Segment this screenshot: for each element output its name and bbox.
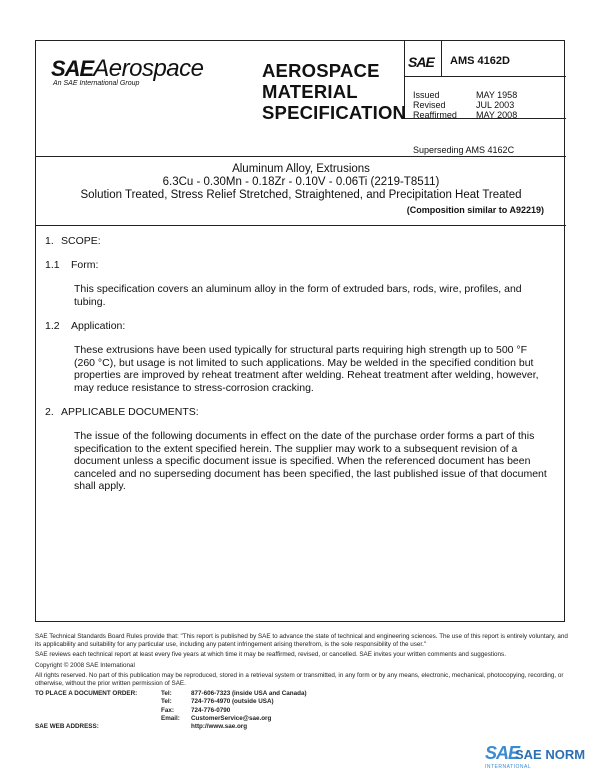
spec-frame bbox=[35, 40, 565, 622]
footer-rights: All rights reserved. No part of this publication may be reproduced, stored in a retrieval system or transmitted, in any form or by any means, electronic, mechanical, photocopying, recording, or otherwise, without the prior written permission of SAE. bbox=[35, 671, 564, 688]
revised-date: JUL 2003 bbox=[476, 100, 515, 110]
fax-label: Fax: bbox=[161, 706, 174, 714]
section-1-heading bbox=[45, 235, 550, 247]
section-number: 2. bbox=[45, 406, 54, 418]
tel2-value: 724-776-4970 (outside USA) bbox=[191, 698, 274, 706]
section-1-1-text: This specification covers an aluminum alloy in the form of extruded bars, rods, wire, profiles, and tubing. bbox=[74, 283, 522, 308]
title-bottom-rule bbox=[36, 225, 566, 226]
composition-note: (Composition similar to A92219) bbox=[406, 205, 544, 215]
issued-label: Issued bbox=[413, 90, 440, 100]
reaffirmed-date: MAY 2008 bbox=[476, 110, 518, 120]
section-number: 1. bbox=[45, 235, 54, 247]
ams-number: AMS 4162D bbox=[450, 55, 510, 67]
page-footer bbox=[35, 633, 570, 731]
section-number: 1.1 bbox=[45, 259, 60, 271]
section-title: SCOPE: bbox=[61, 235, 101, 247]
header-bottom-rule bbox=[36, 156, 566, 157]
sae-mini-logo: SAE bbox=[408, 54, 434, 70]
email-label: Email: bbox=[161, 714, 180, 722]
section-number: 1.2 bbox=[45, 320, 60, 332]
spec-title-line: SPECIFICATION bbox=[262, 102, 407, 123]
spec-title-line: AEROSPACE bbox=[262, 60, 380, 81]
footer-rules: SAE Technical Standards Board Rules provide that: "This report is published by SAE to advance the state of technical and engineering sciences. The use of this report is entirely voluntary, and its applicability and suitability for any particular use, including any patent infringement arising therefrom, is the sole responsibility of the user." bbox=[35, 633, 568, 649]
logo-subtitle: An SAE International Group bbox=[53, 80, 140, 87]
order-contact bbox=[35, 690, 570, 731]
section-2-text: The issue of the following documents in effect on the date of the purchase order forms a part of this specification to the extent specified herein. The supplier may work to a subsequent revision of a document unless a specific document issue is specified. When the referenced document has been canceled and no superseding document has been specified, the last published issue of that document shall apply. bbox=[74, 430, 547, 492]
product-line-1: Aluminum Alloy, Extrusions bbox=[232, 163, 370, 175]
product-line-3: Solution Treated, Stress Relief Stretched, Straightened, and Precipitation Heat Treated bbox=[80, 189, 522, 201]
ams-box-bottom bbox=[404, 76, 566, 77]
email-value: CustomerService@sae.org bbox=[191, 714, 272, 722]
logo-aerospace: Aerospace bbox=[93, 55, 204, 82]
logo-sae: SAE bbox=[51, 56, 94, 81]
web-value: http://www.sae.org bbox=[191, 723, 248, 731]
section-1-1-heading bbox=[45, 259, 550, 271]
web-label: SAE WEB ADDRESS: bbox=[35, 723, 99, 731]
section-title: Form: bbox=[71, 259, 99, 271]
section-title: Application: bbox=[71, 320, 126, 332]
fax-value: 724-776-0790 bbox=[191, 706, 231, 714]
footer-copyright: Copyright © 2008 SAE International bbox=[35, 661, 135, 669]
spec-title bbox=[262, 60, 412, 123]
issued-date: MAY 1958 bbox=[476, 90, 518, 100]
sae-aerospace-logo bbox=[51, 55, 251, 87]
superseding-note: Superseding AMS 4162C bbox=[413, 145, 515, 155]
sae-norm-watermark bbox=[485, 743, 593, 773]
spec-title-line: MATERIAL bbox=[262, 81, 358, 102]
section-1-2-heading bbox=[45, 320, 550, 332]
tel-label: Tel: bbox=[161, 690, 172, 698]
ams-box-divider bbox=[441, 41, 442, 76]
product-line-2: 6.3Cu - 0.30Mn - 0.18Zr - 0.10V - 0.06Ti (2219-T8511) bbox=[162, 176, 440, 188]
watermark-norm: SAE NORM bbox=[515, 747, 586, 762]
section-1-2-text: These extrusions have been used typically for structural parts requiring high strength up to 500 °F (260 °C), but usage is not limited to such applications. May be welded in the specified condition but properties are improved by reheat treatment after welding. Reheat treatment after welding, however, may reduce resistance to stress-corrosion cracking. bbox=[74, 344, 539, 394]
product-description bbox=[36, 163, 566, 202]
section-title: APPLICABLE DOCUMENTS: bbox=[61, 406, 199, 418]
tel2-label: Tel: bbox=[161, 698, 172, 706]
reaffirmed-label: Reaffirmed bbox=[413, 110, 457, 120]
tel-value: 877-606-7323 (inside USA and Canada) bbox=[191, 690, 307, 698]
watermark-sae: SAE bbox=[485, 743, 520, 763]
section-2-heading bbox=[45, 406, 550, 418]
footer-review: SAE reviews each technical report at least every five years at which time it may be reaffirmed, revised, or cancelled. SAE invites your written comments and suggestions. bbox=[35, 651, 506, 659]
spec-body bbox=[45, 235, 550, 493]
order-label: TO PLACE A DOCUMENT ORDER: bbox=[35, 690, 138, 698]
revised-label: Revised bbox=[413, 100, 446, 110]
issue-dates bbox=[413, 90, 517, 120]
watermark-sub: INTERNATIONAL bbox=[485, 764, 532, 770]
